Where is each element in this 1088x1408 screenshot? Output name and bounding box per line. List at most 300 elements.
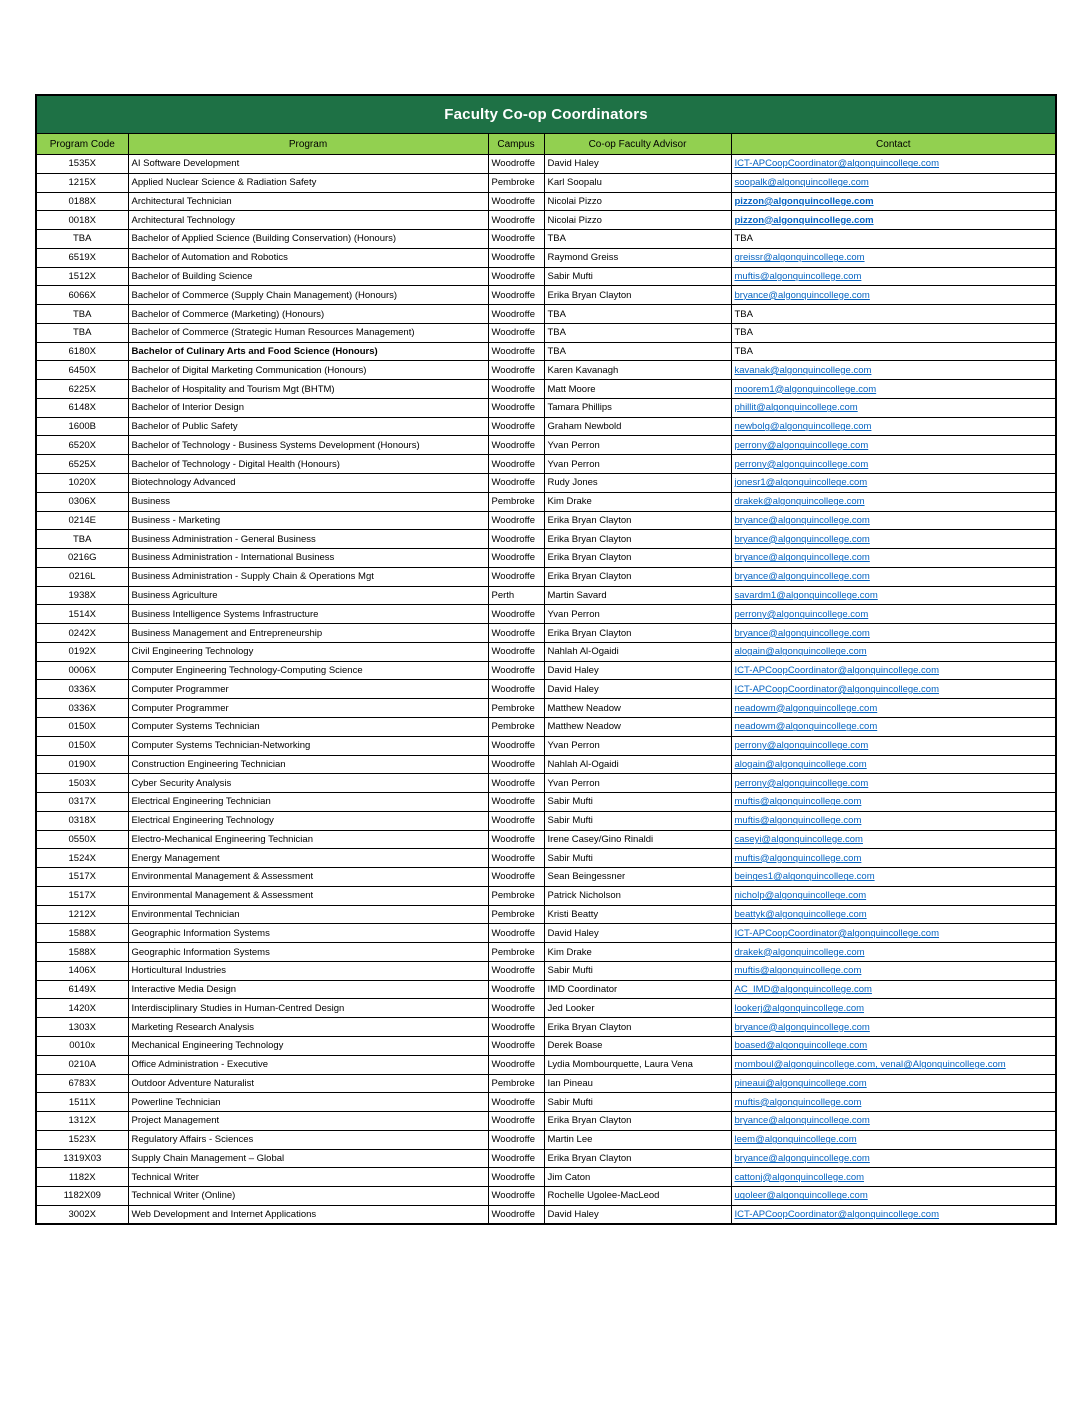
cell-program: Energy Management bbox=[128, 849, 488, 868]
cell-campus: Woodroffe bbox=[488, 192, 544, 211]
contact-email-link[interactable]: savardm1@algonquincollege.com bbox=[734, 589, 878, 601]
cell-advisor: Yvan Perron bbox=[544, 455, 731, 474]
contact-email-link[interactable]: AC_IMD@algonquincollege.com bbox=[734, 984, 872, 996]
cell-contact: TBA bbox=[731, 323, 1056, 342]
cell-advisor: Lydia Mombourquette, Laura Vena bbox=[544, 1055, 731, 1074]
table-row bbox=[36, 155, 1056, 174]
contact-email-link[interactable]: caseyi@algonquincollege.com bbox=[734, 833, 863, 845]
cell-campus: Woodroffe bbox=[488, 793, 544, 812]
contact-email-link[interactable]: perrony@algonquincollege.com bbox=[734, 608, 869, 620]
cell-advisor: Jim Caton bbox=[544, 1168, 731, 1187]
cell-campus: Woodroffe bbox=[488, 286, 544, 305]
cell-program-code: 1535X bbox=[36, 155, 128, 174]
cell-program: Geographic Information Systems bbox=[128, 943, 488, 962]
cell-program: Supply Chain Management – Global bbox=[128, 1149, 488, 1168]
cell-contact bbox=[731, 661, 1056, 680]
cell-campus: Pembroke bbox=[488, 173, 544, 192]
cell-program-code: 0550X bbox=[36, 830, 128, 849]
cell-campus: Woodroffe bbox=[488, 455, 544, 474]
cell-advisor: Nicolai Pizzo bbox=[544, 192, 731, 211]
table-row bbox=[36, 999, 1056, 1018]
contact-email-link[interactable]: neadowm@algonquincollege.com bbox=[734, 702, 878, 714]
contact-email-link[interactable]: jonesr1@algonquincollege.com bbox=[734, 477, 868, 489]
contact-email-link[interactable]: muftis@algonquincollege.com bbox=[734, 815, 862, 827]
contact-email-link[interactable]: leem@algonquincollege.com bbox=[734, 1134, 857, 1146]
cell-campus: Woodroffe bbox=[488, 530, 544, 549]
table-row bbox=[36, 305, 1056, 324]
table-row bbox=[36, 1149, 1056, 1168]
table-row bbox=[36, 192, 1056, 211]
cell-program-code: 0010x bbox=[36, 1036, 128, 1055]
cell-contact bbox=[731, 699, 1056, 718]
cell-campus: Woodroffe bbox=[488, 436, 544, 455]
contact-email-link[interactable]: bryance@algonquincollege.com bbox=[734, 552, 870, 564]
cell-campus: Woodroffe bbox=[488, 361, 544, 380]
cell-campus: Woodroffe bbox=[488, 342, 544, 361]
contact-email-link[interactable]: bryance@algonquincollege.com bbox=[734, 1021, 870, 1033]
table-row bbox=[36, 1112, 1056, 1131]
contact-email-link[interactable]: bryance@algonquincollege.com bbox=[734, 627, 870, 639]
table-title: Faculty Co-op Coordinators bbox=[36, 95, 1056, 134]
cell-program: Business - Marketing bbox=[128, 511, 488, 530]
contact-email-link[interactable]: kavanak@algonquincollege.com bbox=[734, 364, 872, 376]
table-row bbox=[36, 248, 1056, 267]
contact-email-link[interactable]: ugoleer@algonquincollege.com bbox=[734, 1190, 868, 1202]
cell-program: Bachelor of Commerce (Strategic Human Resources Management) bbox=[128, 323, 488, 342]
contact-email-link[interactable]: bryance@algonquincollege.com bbox=[734, 1115, 870, 1127]
cell-contact bbox=[731, 868, 1056, 887]
cell-advisor: David Haley bbox=[544, 155, 731, 174]
cell-program-code: 1523X bbox=[36, 1130, 128, 1149]
cell-program-code: 3002X bbox=[36, 1205, 128, 1224]
contact-email-link[interactable]: perrony@algonquincollege.com bbox=[734, 439, 869, 451]
contact-email-link[interactable]: muftis@algonquincollege.com bbox=[734, 1096, 862, 1108]
contact-email-link[interactable]: nicholp@algonquincollege.com bbox=[734, 890, 867, 902]
faculty-coop-coordinators-table bbox=[35, 94, 1057, 1225]
cell-program-code: 1511X bbox=[36, 1093, 128, 1112]
cell-campus: Woodroffe bbox=[488, 980, 544, 999]
cell-campus: Woodroffe bbox=[488, 155, 544, 174]
table-row bbox=[36, 398, 1056, 417]
cell-program-code: 1588X bbox=[36, 924, 128, 943]
cell-program-code: 1517X bbox=[36, 868, 128, 887]
cell-program-code: 1303X bbox=[36, 1018, 128, 1037]
table-row bbox=[36, 1074, 1056, 1093]
cell-program-code: 0006X bbox=[36, 661, 128, 680]
table-row bbox=[36, 886, 1056, 905]
cell-contact bbox=[731, 924, 1056, 943]
cell-program-code: 0216G bbox=[36, 549, 128, 568]
cell-advisor: Nahlah Al-Ogaidi bbox=[544, 755, 731, 774]
cell-contact bbox=[731, 173, 1056, 192]
cell-contact bbox=[731, 361, 1056, 380]
cell-advisor: Matthew Neadow bbox=[544, 699, 731, 718]
cell-campus: Woodroffe bbox=[488, 830, 544, 849]
table-row bbox=[36, 230, 1056, 249]
contact-email-link[interactable]: perrony@algonquincollege.com bbox=[734, 740, 869, 752]
table-row bbox=[36, 211, 1056, 230]
cell-program: Business Intelligence Systems Infrastructure bbox=[128, 605, 488, 624]
table-row bbox=[36, 736, 1056, 755]
cell-contact bbox=[731, 1074, 1056, 1093]
cell-advisor: Nahlah Al-Ogaidi bbox=[544, 642, 731, 661]
contact-email-link[interactable]: ICT-APCoopCoordinator@algonquincollege.com bbox=[734, 683, 940, 695]
contact-email-link[interactable]: beattyk@algonquincollege.com bbox=[734, 909, 867, 920]
cell-campus: Woodroffe bbox=[488, 1205, 544, 1224]
cell-contact bbox=[731, 511, 1056, 530]
cell-program: Computer Systems Technician bbox=[128, 717, 488, 736]
cell-program: Mechanical Engineering Technology bbox=[128, 1036, 488, 1055]
table-row bbox=[36, 361, 1056, 380]
cell-advisor: Erika Bryan Clayton bbox=[544, 530, 731, 549]
cell-contact bbox=[731, 492, 1056, 511]
cell-program: Electrical Engineering Technician bbox=[128, 793, 488, 812]
contact-email-link[interactable]: bryance@algonquincollege.com bbox=[734, 1152, 870, 1164]
table-row bbox=[36, 868, 1056, 887]
cell-contact bbox=[731, 1168, 1056, 1187]
cell-contact bbox=[731, 1018, 1056, 1037]
cell-program-code: TBA bbox=[36, 305, 128, 324]
contact-email-link[interactable]: ICT-APCoopCoordinator@algonquincollege.com bbox=[734, 665, 940, 677]
cell-advisor: Erika Bryan Clayton bbox=[544, 624, 731, 643]
cell-program-code: 1215X bbox=[36, 173, 128, 192]
cell-contact bbox=[731, 398, 1056, 417]
table-row bbox=[36, 173, 1056, 192]
cell-program-code: 1420X bbox=[36, 999, 128, 1018]
contact-email-link[interactable]: perrony@algonquincollege.com bbox=[734, 777, 869, 789]
cell-campus: Woodroffe bbox=[488, 323, 544, 342]
cell-advisor: Sabir Mufti bbox=[544, 811, 731, 830]
cell-program-code: 6066X bbox=[36, 286, 128, 305]
contact-email-link[interactable]: perrony@algonquincollege.com bbox=[734, 458, 869, 470]
cell-program-code: TBA bbox=[36, 530, 128, 549]
cell-campus: Woodroffe bbox=[488, 248, 544, 267]
cell-contact bbox=[731, 1093, 1056, 1112]
cell-campus: Woodroffe bbox=[488, 1112, 544, 1131]
cell-advisor: Erika Bryan Clayton bbox=[544, 286, 731, 305]
cell-campus: Woodroffe bbox=[488, 868, 544, 887]
cell-program-code: 1517X bbox=[36, 886, 128, 905]
table-row bbox=[36, 1018, 1056, 1037]
cell-program: Environmental Management & Assessment bbox=[128, 868, 488, 887]
cell-program: Office Administration - Executive bbox=[128, 1055, 488, 1074]
cell-program: Bachelor of Commerce (Supply Chain Management) (Honours) bbox=[128, 286, 488, 305]
cell-program-code: 6783X bbox=[36, 1074, 128, 1093]
cell-program: AI Software Development bbox=[128, 155, 488, 174]
cell-program-code: 1406X bbox=[36, 961, 128, 980]
cell-program: Bachelor of Hospitality and Tourism Mgt (BHTM) bbox=[128, 380, 488, 399]
cell-program-code: 1503X bbox=[36, 774, 128, 793]
table-row bbox=[36, 961, 1056, 980]
cell-advisor: Matt Moore bbox=[544, 380, 731, 399]
cell-program: Architectural Technology bbox=[128, 211, 488, 230]
cell-advisor: Yvan Perron bbox=[544, 736, 731, 755]
cell-program: Powerline Technician bbox=[128, 1093, 488, 1112]
cell-program-code: 6225X bbox=[36, 380, 128, 399]
contact-email-link[interactable]: alogain@algonquincollege.com bbox=[734, 646, 867, 658]
contact-email-link[interactable]: momboul@algonquincollege.com, venal@Algonquincollege.com bbox=[734, 1059, 1006, 1071]
cell-advisor: Matthew Neadow bbox=[544, 717, 731, 736]
contact-email-link[interactable]: lookerj@algonquincollege.com bbox=[734, 1002, 865, 1014]
table-row bbox=[36, 1187, 1056, 1206]
cell-program: Horticultural Industries bbox=[128, 961, 488, 980]
cell-advisor: Erika Bryan Clayton bbox=[544, 1112, 731, 1131]
cell-program-code: 1312X bbox=[36, 1112, 128, 1131]
cell-program: Bachelor of Public Safety bbox=[128, 417, 488, 436]
cell-program: Business Agriculture bbox=[128, 586, 488, 605]
contact-email-link[interactable]: muftis@algonquincollege.com bbox=[734, 852, 862, 864]
cell-program: Marketing Research Analysis bbox=[128, 1018, 488, 1037]
cell-advisor: Yvan Perron bbox=[544, 605, 731, 624]
contact-email-link[interactable]: bryance@algonquincollege.com bbox=[734, 571, 870, 583]
cell-campus: Woodroffe bbox=[488, 849, 544, 868]
contact-email-link[interactable]: moorem1@algonquincollege.com bbox=[734, 383, 877, 395]
cell-program-code: 6519X bbox=[36, 248, 128, 267]
cell-contact bbox=[731, 980, 1056, 999]
table-row bbox=[36, 549, 1056, 568]
contact-email-link[interactable]: phillit@algonquincollege.com bbox=[734, 402, 858, 414]
table-row bbox=[36, 1205, 1056, 1224]
cell-campus: Woodroffe bbox=[488, 755, 544, 774]
cell-contact bbox=[731, 455, 1056, 474]
cell-campus: Woodroffe bbox=[488, 417, 544, 436]
cell-program: Business Administration - General Business bbox=[128, 530, 488, 549]
cell-program-code: 1524X bbox=[36, 849, 128, 868]
cell-advisor: David Haley bbox=[544, 680, 731, 699]
cell-program-code: 1512X bbox=[36, 267, 128, 286]
cell-advisor: Erika Bryan Clayton bbox=[544, 511, 731, 530]
cell-advisor: Erika Bryan Clayton bbox=[544, 549, 731, 568]
table-row bbox=[36, 1055, 1056, 1074]
contact-email-link[interactable]: alogain@algonquincollege.com bbox=[734, 758, 867, 770]
cell-contact bbox=[731, 1112, 1056, 1131]
cell-campus: Woodroffe bbox=[488, 961, 544, 980]
cell-campus: Pembroke bbox=[488, 943, 544, 962]
cell-contact bbox=[731, 1130, 1056, 1149]
cell-contact bbox=[731, 717, 1056, 736]
cell-advisor: Jed Looker bbox=[544, 999, 731, 1018]
table-row bbox=[36, 943, 1056, 962]
contact-email-link[interactable]: muftis@algonquincollege.com bbox=[734, 965, 862, 977]
cell-campus: Woodroffe bbox=[488, 999, 544, 1018]
cell-advisor: Nicolai Pizzo bbox=[544, 211, 731, 230]
cell-program-code: TBA bbox=[36, 323, 128, 342]
cell-program: Environmental Technician bbox=[128, 905, 488, 924]
cell-program-code: 1212X bbox=[36, 905, 128, 924]
cell-advisor: Ian Pineau bbox=[544, 1074, 731, 1093]
cell-campus: Woodroffe bbox=[488, 1018, 544, 1037]
cell-program-code: 1182X bbox=[36, 1168, 128, 1187]
contact-email-link[interactable]: soopalk@algonquincollege.com bbox=[734, 177, 869, 189]
cell-program-code: 1514X bbox=[36, 605, 128, 624]
contact-email-link[interactable]: ICT-APCoopCoordinator@algonquincollege.com bbox=[734, 927, 940, 939]
cell-contact bbox=[731, 811, 1056, 830]
table-row bbox=[36, 717, 1056, 736]
cell-program: Construction Engineering Technician bbox=[128, 755, 488, 774]
cell-campus: Woodroffe bbox=[488, 1055, 544, 1074]
table-row bbox=[36, 1130, 1056, 1149]
contact-email-link[interactable]: muftis@algonquincollege.com bbox=[734, 796, 862, 808]
cell-advisor: Martin Lee bbox=[544, 1130, 731, 1149]
cell-contact bbox=[731, 774, 1056, 793]
cell-contact bbox=[731, 1149, 1056, 1168]
contact-email-link[interactable]: bryance@algonquincollege.com bbox=[734, 289, 870, 301]
contact-email-link[interactable]: pizzon@algonquincollege.com bbox=[734, 214, 874, 226]
table-row bbox=[36, 511, 1056, 530]
cell-contact bbox=[731, 155, 1056, 174]
cell-campus: Woodroffe bbox=[488, 567, 544, 586]
table-row bbox=[36, 586, 1056, 605]
cell-program-code: 6180X bbox=[36, 342, 128, 361]
cell-program: Applied Nuclear Science & Radiation Safety bbox=[128, 173, 488, 192]
cell-advisor: Erika Bryan Clayton bbox=[544, 567, 731, 586]
table-row bbox=[36, 980, 1056, 999]
cell-program-code: 0150X bbox=[36, 736, 128, 755]
cell-program-code: 1020X bbox=[36, 474, 128, 493]
cell-advisor: Sabir Mufti bbox=[544, 267, 731, 286]
cell-program: Business Administration - International Business bbox=[128, 549, 488, 568]
cell-advisor: Sabir Mufti bbox=[544, 1093, 731, 1112]
cell-advisor: Derek Boase bbox=[544, 1036, 731, 1055]
cell-campus: Woodroffe bbox=[488, 1093, 544, 1112]
cell-program-code: 0317X bbox=[36, 793, 128, 812]
cell-program: Bachelor of Technology - Business Systems Development (Honours) bbox=[128, 436, 488, 455]
cell-campus: Woodroffe bbox=[488, 1187, 544, 1206]
contact-email-link[interactable]: pineaui@algonquincollege.com bbox=[734, 1077, 867, 1089]
cell-advisor: IMD Coordinator bbox=[544, 980, 731, 999]
contact-email-link[interactable]: boased@algonquincollege.com bbox=[734, 1040, 868, 1052]
cell-program-code: 0336X bbox=[36, 680, 128, 699]
cell-contact: TBA bbox=[731, 305, 1056, 324]
cell-campus: Woodroffe bbox=[488, 211, 544, 230]
contact-email-link[interactable]: ICT-APCoopCoordinator@algonquincollege.com bbox=[734, 158, 940, 170]
cell-contact bbox=[731, 905, 1056, 924]
cell-contact bbox=[731, 943, 1056, 962]
cell-program: Bachelor of Commerce (Marketing) (Honours) bbox=[128, 305, 488, 324]
cell-program-code: 0018X bbox=[36, 211, 128, 230]
cell-program-code: TBA bbox=[36, 230, 128, 249]
cell-program-code: 1182X09 bbox=[36, 1187, 128, 1206]
table-row bbox=[36, 699, 1056, 718]
cell-program: Outdoor Adventure Naturalist bbox=[128, 1074, 488, 1093]
cell-program: Interdisciplinary Studies in Human-Centred Design bbox=[128, 999, 488, 1018]
cell-contact bbox=[731, 1036, 1056, 1055]
cell-contact bbox=[731, 755, 1056, 774]
cell-contact bbox=[731, 605, 1056, 624]
cell-program-code: 1319X03 bbox=[36, 1149, 128, 1168]
cell-program: Computer Systems Technician-Networking bbox=[128, 736, 488, 755]
table-row bbox=[36, 811, 1056, 830]
contact-email-link[interactable]: bryance@algonquincollege.com bbox=[734, 533, 870, 545]
cell-program: Environmental Management & Assessment bbox=[128, 886, 488, 905]
cell-program: Bachelor of Culinary Arts and Food Science (Honours) bbox=[128, 342, 488, 361]
cell-program: Project Management bbox=[128, 1112, 488, 1131]
cell-program: Interactive Media Design bbox=[128, 980, 488, 999]
cell-advisor: David Haley bbox=[544, 1205, 731, 1224]
table-row bbox=[36, 342, 1056, 361]
table-row bbox=[36, 323, 1056, 342]
contact-email-link[interactable]: pizzon@algonquincollege.com bbox=[734, 195, 874, 207]
cell-program-code: 6450X bbox=[36, 361, 128, 380]
cell-advisor: TBA bbox=[544, 230, 731, 249]
column-header-contact: Contact bbox=[731, 134, 1056, 155]
cell-campus: Woodroffe bbox=[488, 774, 544, 793]
contact-email-link[interactable]: beinges1@algonquincollege.com bbox=[734, 871, 875, 883]
cell-advisor: Patrick Nicholson bbox=[544, 886, 731, 905]
cell-program: Bachelor of Applied Science (Building Conservation) (Honours) bbox=[128, 230, 488, 249]
cell-advisor: Tamara Phillips bbox=[544, 398, 731, 417]
cell-advisor: Karl Soopalu bbox=[544, 173, 731, 192]
table-row bbox=[36, 1093, 1056, 1112]
cell-campus: Woodroffe bbox=[488, 1168, 544, 1187]
cell-program-code: 0216L bbox=[36, 567, 128, 586]
cell-campus: Woodroffe bbox=[488, 511, 544, 530]
cell-advisor: Raymond Greiss bbox=[544, 248, 731, 267]
cell-contact bbox=[731, 211, 1056, 230]
cell-program: Bachelor of Automation and Robotics bbox=[128, 248, 488, 267]
cell-program-code: 1588X bbox=[36, 943, 128, 962]
cell-program: Electro-Mechanical Engineering Technician bbox=[128, 830, 488, 849]
cell-advisor: Erika Bryan Clayton bbox=[544, 1018, 731, 1037]
cell-program: Bachelor of Digital Marketing Communication (Honours) bbox=[128, 361, 488, 380]
table-row bbox=[36, 905, 1056, 924]
table-row bbox=[36, 1036, 1056, 1055]
contact-email-link[interactable]: cattonj@algonquincollege.com bbox=[734, 1171, 865, 1183]
cell-contact: TBA bbox=[731, 230, 1056, 249]
cell-campus: Woodroffe bbox=[488, 736, 544, 755]
cell-contact bbox=[731, 830, 1056, 849]
contact-email-link[interactable]: bryance@algonquincollege.com bbox=[734, 514, 870, 526]
cell-advisor: Sabir Mufti bbox=[544, 961, 731, 980]
cell-advisor: Karen Kavanagh bbox=[544, 361, 731, 380]
contact-email-link[interactable]: drakek@algonquincollege.com bbox=[734, 946, 865, 958]
table-row bbox=[36, 380, 1056, 399]
contact-email-link[interactable]: neadowm@algonquincollege.com bbox=[734, 721, 878, 733]
cell-program: Electrical Engineering Technology bbox=[128, 811, 488, 830]
table-row bbox=[36, 793, 1056, 812]
cell-advisor: David Haley bbox=[544, 924, 731, 943]
cell-campus: Woodroffe bbox=[488, 661, 544, 680]
cell-advisor: Erika Bryan Clayton bbox=[544, 1149, 731, 1168]
cell-contact bbox=[731, 549, 1056, 568]
cell-program: Bachelor of Interior Design bbox=[128, 398, 488, 417]
cell-program: Cyber Security Analysis bbox=[128, 774, 488, 793]
cell-program: Regulatory Affairs - Sciences bbox=[128, 1130, 488, 1149]
cell-campus: Pembroke bbox=[488, 717, 544, 736]
contact-email-link[interactable]: drakek@algonquincollege.com bbox=[734, 496, 865, 508]
cell-campus: Pembroke bbox=[488, 905, 544, 924]
cell-advisor: Rudy Jones bbox=[544, 474, 731, 493]
contact-email-link[interactable]: muftis@algonquincollege.com bbox=[734, 270, 862, 282]
cell-program-code: 0190X bbox=[36, 755, 128, 774]
cell-campus: Woodroffe bbox=[488, 624, 544, 643]
table-row bbox=[36, 530, 1056, 549]
cell-contact bbox=[731, 680, 1056, 699]
cell-program-code: 6149X bbox=[36, 980, 128, 999]
cell-contact bbox=[731, 586, 1056, 605]
cell-campus: Woodroffe bbox=[488, 605, 544, 624]
table-row bbox=[36, 492, 1056, 511]
table-row bbox=[36, 1168, 1056, 1187]
contact-email-link[interactable]: greissr@algonquincollege.com bbox=[734, 252, 865, 264]
cell-program-code: 6525X bbox=[36, 455, 128, 474]
contact-email-link[interactable]: ICT-APCoopCoordinator@algonquincollege.com bbox=[734, 1209, 940, 1220]
contact-email-link[interactable]: newbolg@algonquincollege.com bbox=[734, 421, 872, 433]
cell-program-code: 0336X bbox=[36, 699, 128, 718]
table-row bbox=[36, 417, 1056, 436]
cell-program: Bachelor of Building Science bbox=[128, 267, 488, 286]
cell-advisor: Kim Drake bbox=[544, 943, 731, 962]
